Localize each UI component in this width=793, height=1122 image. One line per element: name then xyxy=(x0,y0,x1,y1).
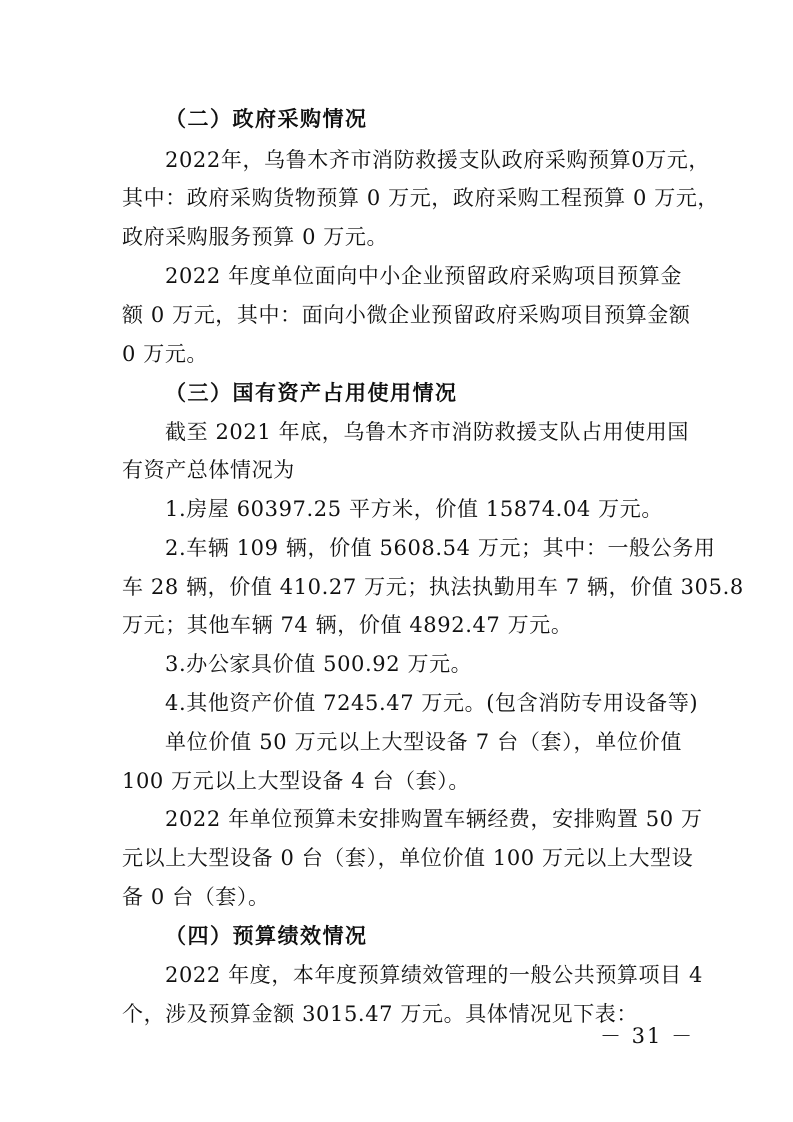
section-heading-state-assets: （三）国有资产占用使用情况 xyxy=(165,380,458,405)
section-heading-gov-procurement: （二）政府采购情况 xyxy=(165,106,368,131)
paragraph-line: 2022 年度，本年度预算绩效管理的一般公共预算项目 4 xyxy=(165,963,703,987)
paragraph-line: 有资产总体情况为 xyxy=(122,458,295,482)
paragraph-line: 截至 2021 年底，乌鲁木齐市消防救援支队占用使用国 xyxy=(165,420,689,444)
section-heading-performance: （四）预算绩效情况 xyxy=(165,923,368,948)
list-item: 2.车辆 109 辆，价值 5608.54 万元；其中：一般公务用 xyxy=(165,536,716,560)
paragraph-line: 0 万元。 xyxy=(122,342,209,366)
paragraph-line: 2022 年度单位面向中小企业预留政府采购项目预算金 xyxy=(165,264,682,288)
paragraph-line: 政府采购服务预算 0 万元。 xyxy=(122,225,389,249)
paragraph-line: 2022年，乌鲁木齐市消防救援支队政府采购预算0万元， xyxy=(165,148,711,172)
paragraph-line: 个，涉及预算金额 3015.47 万元。具体情况见下表： xyxy=(122,1002,638,1026)
paragraph-line: 备 0 台（套）。 xyxy=(122,885,270,909)
paragraph-line: 100 万元以上大型设备 4 台（套）。 xyxy=(122,769,470,793)
list-item: 3.办公家具价值 500.92 万元。 xyxy=(165,652,473,676)
paragraph-line: 单位价值 50 万元以上大型设备 7 台（套），单位价值 xyxy=(165,730,682,754)
paragraph-line: 2022 年单位预算未安排购置车辆经费，安排购置 50 万 xyxy=(165,807,703,831)
page-number: － 31 － xyxy=(600,1024,695,1048)
list-item: 1.房屋 60397.25 平方米，价值 15874.04 万元。 xyxy=(165,497,663,521)
paragraph-line: 车 28 辆，价值 410.27 万元；执法执勤用车 7 辆，价值 305.8 xyxy=(122,575,744,599)
paragraph-line: 额 0 万元，其中：面向小微企业预留政府采购项目预算金额 xyxy=(122,303,691,327)
list-item: 4.其他资产价值 7245.47 万元。(包含消防专用设备等) xyxy=(165,691,699,715)
paragraph-line: 万元；其他车辆 74 辆，价值 4892.47 万元。 xyxy=(122,613,573,637)
paragraph-line: 其中：政府采购货物预算 0 万元，政府采购工程预算 0 万元， xyxy=(122,186,720,210)
paragraph-line: 元以上大型设备 0 台（套），单位价值 100 万元以上大型设 xyxy=(122,846,694,870)
